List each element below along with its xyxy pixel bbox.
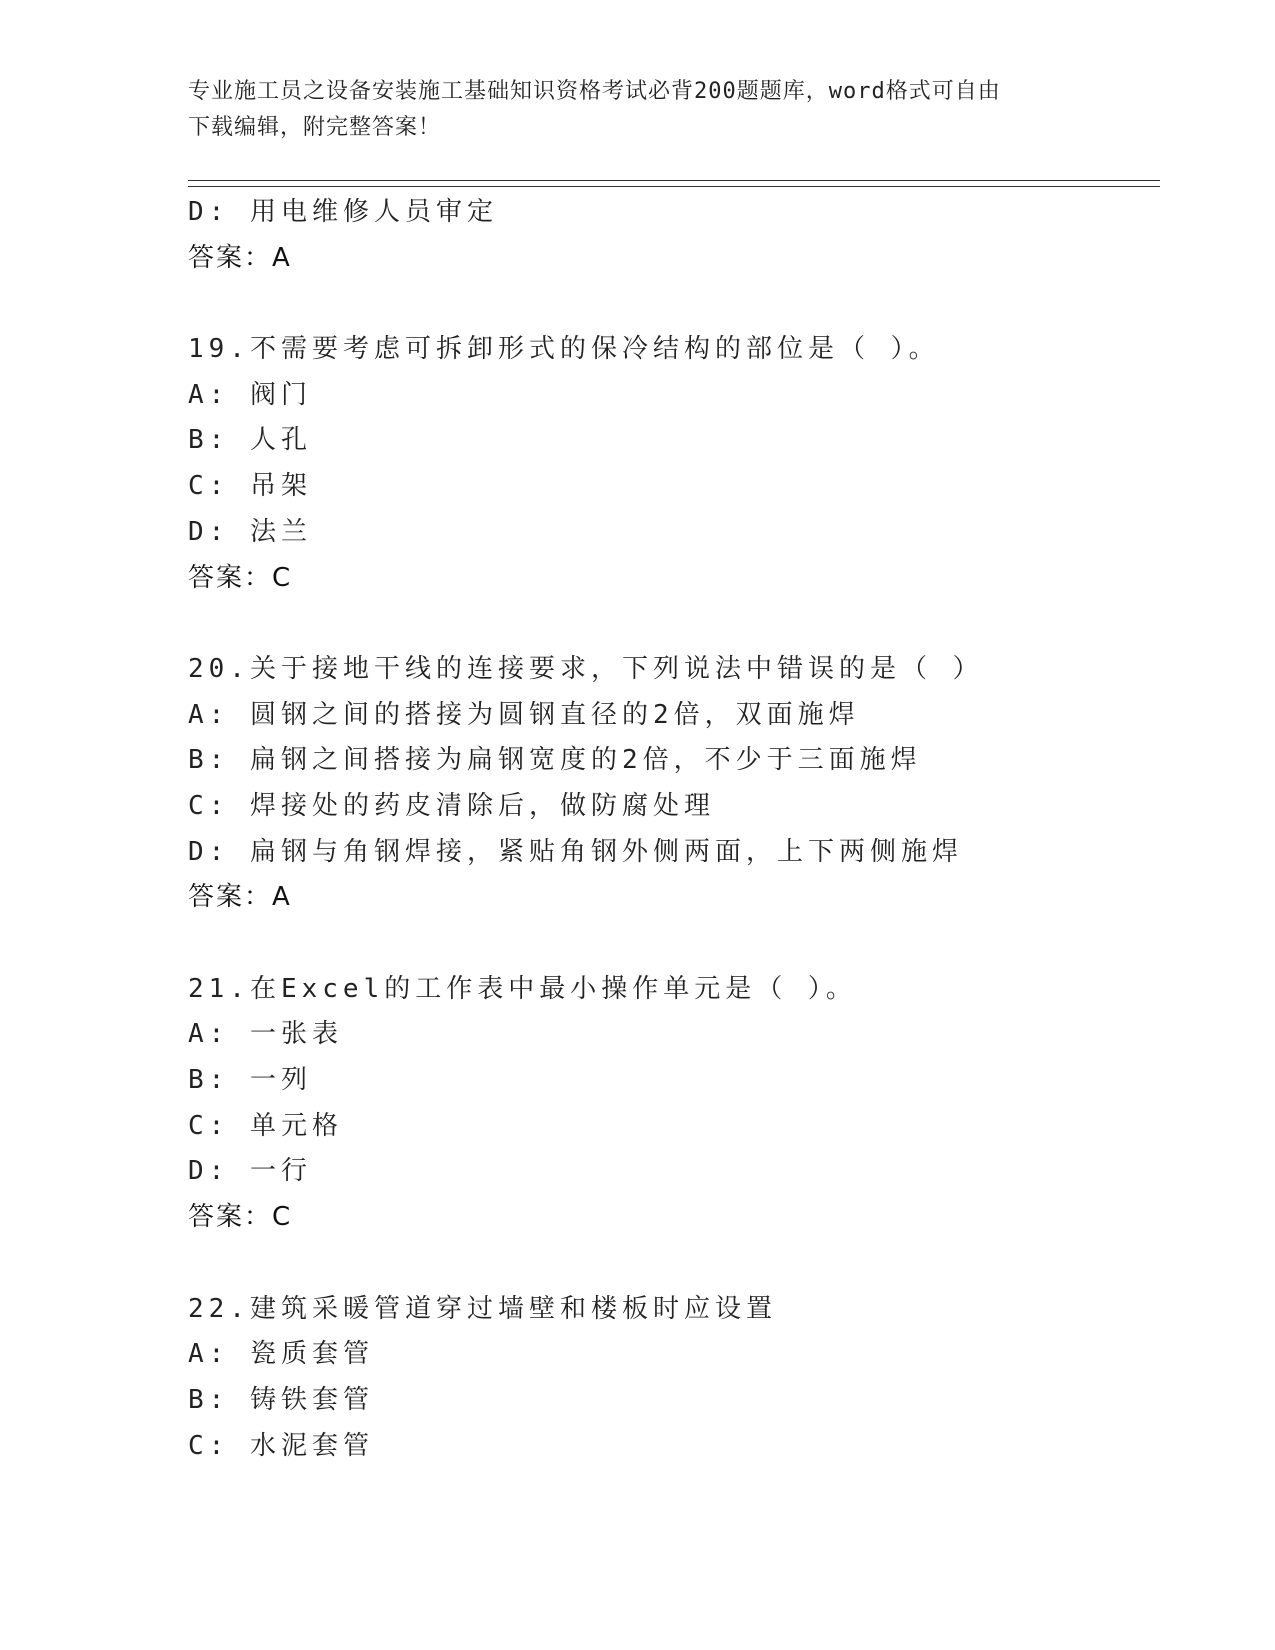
question-20-option-d: D: 扁钢与角钢焊接，紧贴角钢外侧两面，上下两侧施焊 (188, 836, 963, 867)
question-21-option-c: C: 单元格 (188, 1110, 343, 1141)
question-22-option-c: C: 水泥套管 (188, 1430, 374, 1461)
question-spacer (188, 281, 1168, 327)
question-20-option-b: B: 扁钢之间搭接为扁钢宽度的2倍，不少于三面施焊 (188, 745, 922, 776)
question-21-option-a: A: 一张表 (188, 1019, 343, 1050)
question-20-answer: 答案：A (188, 882, 292, 913)
question-19-option-a: A: 阀门 (188, 379, 312, 410)
question-19-option-c: C: 吊架 (188, 471, 312, 502)
question-22-option-b: B: 铸铁套管 (188, 1384, 374, 1415)
question-19-answer: 答案：C (188, 562, 293, 593)
document-header (188, 74, 1088, 146)
question-20-option-c: C: 焊接处的药皮清除后，做防腐处理 (188, 790, 715, 821)
question-19-option-b: B: 人孔 (188, 425, 312, 456)
question-list (188, 190, 1168, 1469)
header-divider-top (188, 180, 1160, 181)
question-20-stem: 20.关于接地干线的连接要求，下列说法中错误的是（ ） (188, 653, 984, 684)
question-19-option-d: D: 法兰 (188, 516, 312, 547)
header-line-1: 专业施工员之设备安装施工基础知识资格考试必背200题题库，word格式可自由 (188, 79, 1001, 104)
question-22-option-a: A: 瓷质套管 (188, 1339, 374, 1370)
question-21-answer: 答案：C (188, 1202, 293, 1233)
question-22-stem: 22.建筑采暖管道穿过墙壁和楼板时应设置 (188, 1293, 777, 1324)
header-divider-bottom (188, 186, 1160, 187)
question-21-option-d: D: 一行 (188, 1156, 312, 1187)
prev-question-answer: 答案：A (188, 242, 292, 273)
question-spacer (188, 601, 1168, 647)
header-line-2: 下载编辑，附完整答案！ (188, 115, 442, 140)
question-21-option-b: B: 一列 (188, 1065, 312, 1096)
question-20-option-a: A: 圆钢之间的搭接为圆钢直径的2倍，双面施焊 (188, 699, 860, 730)
prev-question-option-d: D: 用电维修人员审定 (188, 197, 498, 227)
question-spacer (188, 1241, 1168, 1287)
question-19-stem: 19.不需要考虑可拆卸形式的保冷结构的部位是（ ）。 (188, 334, 940, 365)
question-spacer (188, 921, 1168, 967)
question-21-stem: 21.在Excel的工作表中最小操作单元是（ ）。 (188, 973, 857, 1004)
